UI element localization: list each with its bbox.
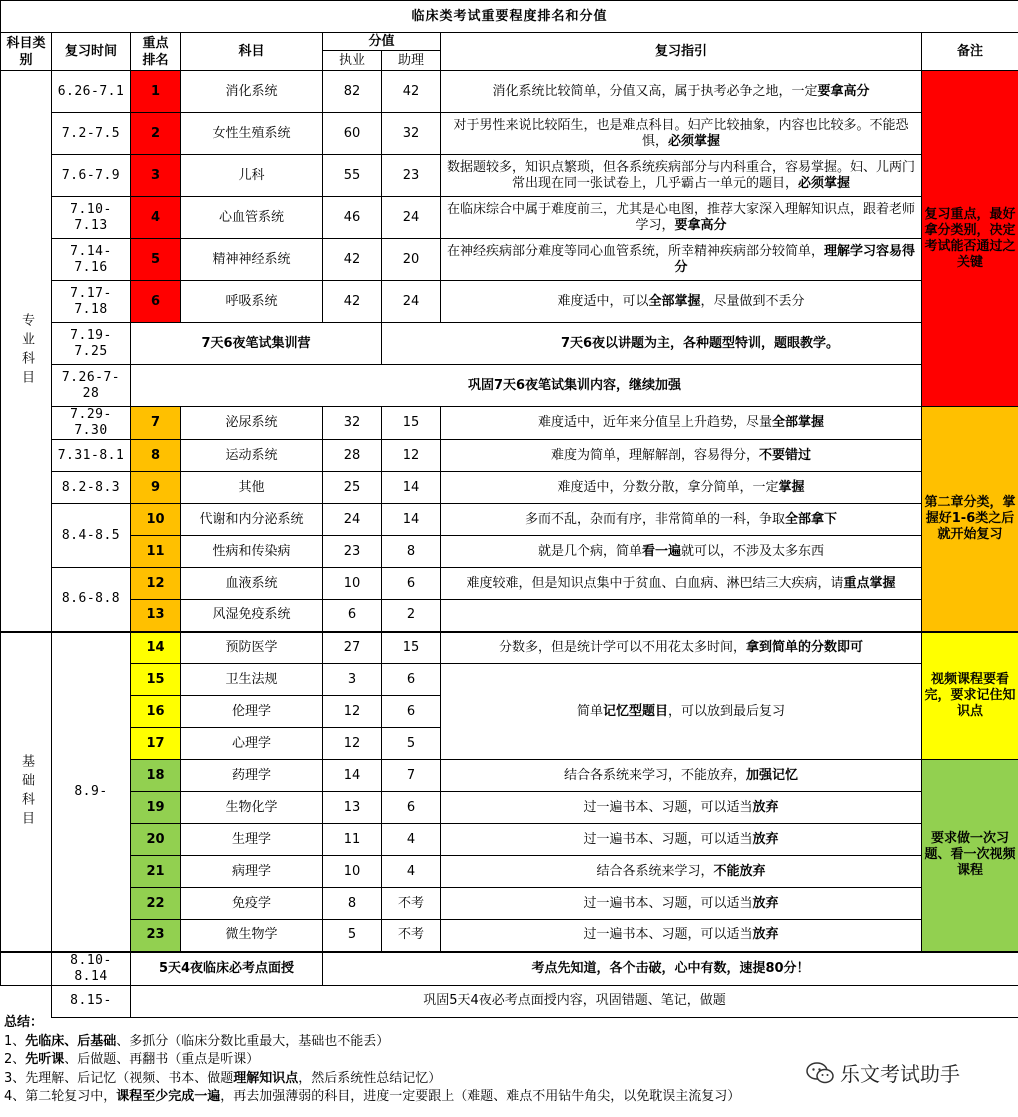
wechat-icon <box>806 1062 834 1084</box>
subject-row <box>1 197 1018 239</box>
rank-cell: 21 <box>131 856 181 888</box>
subject-cell: 运动系统 <box>181 440 323 472</box>
score-zhiye-cell: 55 <box>323 155 382 197</box>
guide-cell <box>441 600 922 632</box>
score-zhiye-cell: 23 <box>323 536 382 568</box>
subject-row <box>1 920 1018 952</box>
score-zhiye-cell: 32 <box>323 407 382 440</box>
rank-cell: 3 <box>131 155 181 197</box>
watermark <box>806 1058 960 1087</box>
emphasis-text: 不要错过 <box>759 447 812 463</box>
subject-row <box>1 664 1018 696</box>
rank-cell: 20 <box>131 824 181 856</box>
subject-row <box>1 824 1018 856</box>
score-zhiye-cell: 14 <box>323 760 382 792</box>
subject-row <box>1 632 1018 664</box>
rank-cell: 7 <box>131 407 181 440</box>
guide-cell <box>441 197 922 239</box>
score-zhuli-cell: 2 <box>382 600 441 632</box>
period-cell: 7.19-7.25 <box>52 323 131 365</box>
emphasis-text: 先听课 <box>25 1052 65 1067</box>
text-run: 难度适中，可以 <box>557 293 649 309</box>
summary-line <box>4 1033 1014 1052</box>
emphasis-text: 加强记忆 <box>746 767 799 783</box>
emphasis-text: 放弃 <box>752 831 779 847</box>
period-cell: 6.26-7.1 <box>52 71 131 113</box>
subject-cell: 消化系统 <box>181 71 323 113</box>
camp-desc: 考点先知道，各个击破，心中有数，速提80分！ <box>323 952 1018 986</box>
score-zhuli-cell: 23 <box>382 155 441 197</box>
score-zhuli-cell: 32 <box>382 113 441 155</box>
subject-row <box>1 472 1018 504</box>
emphasis-text: 先临床、后基础 <box>25 1033 117 1049</box>
rank-cell: 2 <box>131 113 181 155</box>
score-zhiye-cell: 8 <box>323 888 382 920</box>
guide-cell <box>441 239 922 281</box>
note-red: 复习重点，最好拿分类别，决定考试能否通过之关键 <box>922 71 1018 407</box>
score-zhuli-cell: 不考 <box>382 920 441 952</box>
subject-cell: 代谢和内分泌系统 <box>181 504 323 536</box>
score-zhiye-cell: 42 <box>323 239 382 281</box>
guide-cell <box>441 920 922 952</box>
emphasis-text: 全部掌握 <box>772 415 825 430</box>
rank-cell: 6 <box>131 281 181 323</box>
watermark-text: 乐文考试助手 <box>840 1062 960 1086</box>
subject-row <box>1 792 1018 824</box>
period-cell: 8.2-8.3 <box>52 472 131 504</box>
rank-cell: 17 <box>131 728 181 760</box>
guide-cell <box>441 760 922 792</box>
emphasis-text: 理解学习容易得分 <box>674 243 916 275</box>
subject-row <box>1 407 1018 440</box>
emphasis-text: 放弃 <box>752 895 779 911</box>
header-guide: 复习指引 <box>441 33 922 71</box>
subject-cell: 病理学 <box>181 856 323 888</box>
score-zhiye-cell: 60 <box>323 113 382 155</box>
subject-row <box>1 760 1018 792</box>
score-zhuli-cell: 6 <box>382 568 441 600</box>
subject-cell: 心理学 <box>181 728 323 760</box>
text-run: 数据题较多，知识点繁琐，但各系统疾病部分与内科重合，容易掌握。妇、儿两门常出现在同一张试卷上，几乎霸占一单元的题目， <box>446 159 915 191</box>
emphasis-text: 放弃 <box>752 927 779 943</box>
subject-cell: 儿科 <box>181 155 323 197</box>
score-zhiye-cell: 28 <box>323 440 382 472</box>
guide-cell <box>441 792 922 824</box>
category-professional: 专业科目 <box>1 71 52 632</box>
score-zhuli-cell: 12 <box>382 440 441 472</box>
emphasis-text: 全部拿下 <box>785 511 838 527</box>
text-run: ，尽量做到不丢分 <box>700 293 805 309</box>
period-cell: 7.17-7.18 <box>52 281 131 323</box>
score-zhiye-cell: 46 <box>323 197 382 239</box>
subject-row <box>1 71 1018 113</box>
text-run: 消化系统比较简单，分值又高，属于执考必争之地，一定 <box>492 83 818 99</box>
emphasis-text: 必须掌握 <box>798 175 851 191</box>
score-zhiye-cell: 3 <box>323 664 382 696</box>
score-zhuli-cell: 24 <box>382 197 441 239</box>
period-cell: 7.2-7.5 <box>52 113 131 155</box>
score-zhuli-cell: 42 <box>382 71 441 113</box>
subject-cell: 其他 <box>181 472 323 504</box>
text-run: 在临床综合中属于难度前三，尤其是心电图，推荐大家深入理解知识点，跟着老师学习， <box>446 201 915 233</box>
subject-cell: 女性生殖系统 <box>181 113 323 155</box>
text-run: 过一遍书本、习题，可以适当 <box>583 895 753 911</box>
period-cell: 8.4-8.5 <box>52 504 131 568</box>
emphasis-text: 要拿高分 <box>674 217 727 233</box>
emphasis-text: 全部掌握 <box>648 293 701 309</box>
header-period: 复习时间 <box>52 33 131 71</box>
text-run: 就是几个病，简单 <box>537 543 642 559</box>
score-zhiye-cell: 10 <box>323 568 382 600</box>
text-run: 难度较难，但是知识点集中于贫血、白血病、淋巴结三大疾病，请 <box>466 575 844 591</box>
score-zhiye-cell: 12 <box>323 696 382 728</box>
guide-cell <box>441 155 922 197</box>
score-zhuli-cell: 6 <box>382 696 441 728</box>
emphasis-text: 理解知识点 <box>233 1070 299 1086</box>
camp-row <box>1 323 1018 365</box>
rank-cell: 1 <box>131 71 181 113</box>
rank-cell: 22 <box>131 888 181 920</box>
emphasis-text: 课程至少完成一遍 <box>116 1089 221 1104</box>
period-cell: 8.15- <box>52 985 131 1017</box>
camp-desc: 巩固5天4夜必考点面授内容，巩固错题、笔记，做题 <box>131 985 1018 1017</box>
subject-row <box>1 155 1018 197</box>
period-cell: 8.6-8.8 <box>52 568 131 632</box>
guide-cell <box>441 824 922 856</box>
score-zhuli-cell: 4 <box>382 856 441 888</box>
text-run: 难度适中，分数分散，拿分简单，一定 <box>557 479 779 495</box>
guide-cell <box>441 664 922 760</box>
sheet-title: 临床类考试重要程度排名和分值 <box>1 1 1018 33</box>
score-zhuli-cell: 5 <box>382 728 441 760</box>
score-zhuli-cell: 14 <box>382 504 441 536</box>
camp-row <box>1 952 1018 986</box>
score-zhiye-cell: 82 <box>323 71 382 113</box>
emphasis-text: 拿到简单的分数即可 <box>746 639 864 655</box>
rank-cell: 13 <box>131 600 181 632</box>
subject-cell: 卫生法规 <box>181 664 323 696</box>
subject-row <box>1 856 1018 888</box>
subject-row <box>1 113 1018 155</box>
guide-cell <box>441 113 922 155</box>
subject-row <box>1 440 1018 472</box>
camp-row <box>1 365 1018 407</box>
subject-cell: 风湿免疫系统 <box>181 600 323 632</box>
header-subject: 科目 <box>181 33 323 71</box>
text-run: ，然后系统性总结记忆） <box>298 1070 442 1086</box>
summary-line <box>4 1088 1014 1107</box>
empty-cell <box>1 985 52 1017</box>
note-yellow: 视频课程要看完，要求记住知识点 <box>922 632 1018 760</box>
subject-row <box>1 504 1018 536</box>
subject-row <box>1 239 1018 281</box>
score-zhuli-cell: 6 <box>382 664 441 696</box>
category-basic: 基础科目 <box>1 632 52 952</box>
score-zhuli-cell: 24 <box>382 281 441 323</box>
guide-cell <box>441 71 922 113</box>
subject-cell: 药理学 <box>181 760 323 792</box>
text-run: 在神经疾病部分难度等同心血管系统，所幸精神疾病部分较简单， <box>446 243 824 259</box>
text-run: 多而不乱，杂而有序，非常简单的一科，争取 <box>524 511 785 527</box>
rank-cell: 23 <box>131 920 181 952</box>
summary-heading: 总结： <box>4 1015 44 1030</box>
guide-cell <box>441 407 922 440</box>
score-zhuli-cell: 不考 <box>382 888 441 920</box>
score-zhiye-cell: 6 <box>323 600 382 632</box>
note-green: 要求做一次习题、看一次视频课程 <box>922 760 1018 952</box>
rank-cell: 8 <box>131 440 181 472</box>
emphasis-text: 重点掌握 <box>843 575 896 591</box>
text-run: 结合各系统来学习， <box>596 863 714 879</box>
text-run: ，再去加强薄弱的科目，进度一定要跟上（难题、难点不用钻牛角尖，以免耽误主流复习） <box>220 1089 741 1104</box>
emphasis-text: 要拿高分 <box>817 83 870 99</box>
subject-cell: 免疫学 <box>181 888 323 920</box>
guide-cell <box>441 632 922 664</box>
text-run: 、后做题、再翻书（重点是听课） <box>64 1052 260 1067</box>
subject-cell: 生物化学 <box>181 792 323 824</box>
rank-cell: 5 <box>131 239 181 281</box>
subject-row <box>1 281 1018 323</box>
subject-cell: 微生物学 <box>181 920 323 952</box>
score-zhiye-cell: 25 <box>323 472 382 504</box>
subject-cell: 心血管系统 <box>181 197 323 239</box>
guide-cell <box>441 504 922 536</box>
guide-cell <box>441 536 922 568</box>
text-run: 过一遍书本、习题，可以适当 <box>583 831 753 847</box>
subject-cell: 伦理学 <box>181 696 323 728</box>
score-zhuli-cell: 8 <box>382 536 441 568</box>
text-run: 过一遍书本、习题，可以适当 <box>583 799 753 815</box>
empty-cell <box>1 952 52 986</box>
subject-cell: 预防医学 <box>181 632 323 664</box>
emphasis-text: 不能放弃 <box>713 863 766 879</box>
score-zhiye-cell: 12 <box>323 728 382 760</box>
score-zhuli-cell: 15 <box>382 407 441 440</box>
rank-cell: 15 <box>131 664 181 696</box>
rank-cell: 10 <box>131 504 181 536</box>
rank-cell: 9 <box>131 472 181 504</box>
header-score: 分值 <box>323 33 441 51</box>
camp-desc: 7天6夜以讲题为主，各种题型特训，题眼教学。 <box>382 323 1018 365</box>
text-run: 就可以，不涉及太多东西 <box>681 543 825 559</box>
rank-cell: 19 <box>131 792 181 824</box>
score-zhiye-cell: 27 <box>323 632 382 664</box>
subject-row <box>1 568 1018 600</box>
text-run: ，可以放到最后复习 <box>668 703 786 719</box>
score-zhiye-cell: 10 <box>323 856 382 888</box>
header-rank: 重点排名 <box>131 33 181 71</box>
guide-cell <box>441 440 922 472</box>
header-score-zhuli: 助理 <box>382 51 441 71</box>
emphasis-text: 记忆型题目 <box>602 703 668 719</box>
text-run: 2、 <box>4 1052 26 1067</box>
text-run: 难度为简单，理解解剖，容易得分， <box>550 447 759 463</box>
subject-row <box>1 888 1018 920</box>
text-run: 、多抓分（临床分数比重最大，基础也不能丢） <box>116 1033 390 1049</box>
guide-cell <box>441 856 922 888</box>
text-run: 1、 <box>4 1033 26 1049</box>
text-run: 分数多，但是统计学可以不用花太多时间， <box>498 639 746 655</box>
score-zhuli-cell: 15 <box>382 632 441 664</box>
subject-cell: 泌尿系统 <box>181 407 323 440</box>
subject-cell: 精神神经系统 <box>181 239 323 281</box>
header-note: 备注 <box>922 33 1018 71</box>
subject-cell: 血液系统 <box>181 568 323 600</box>
guide-cell <box>441 472 922 504</box>
period-cell: 7.14-7.16 <box>52 239 131 281</box>
period-cell: 8.9- <box>52 632 131 952</box>
text-run: 过一遍书本、习题，可以适当 <box>583 927 753 943</box>
score-zhiye-cell: 42 <box>323 281 382 323</box>
camp-name: 5天4夜临床必考点面授 <box>131 952 323 986</box>
period-cell: 7.29-7.30 <box>52 407 131 440</box>
text-run: 结合各系统来学习，不能放弃， <box>563 767 746 783</box>
rank-cell: 14 <box>131 632 181 664</box>
rank-cell: 4 <box>131 197 181 239</box>
subject-row <box>1 600 1018 632</box>
emphasis-text: 掌握 <box>778 479 805 495</box>
text-run: 3、先理解、后记忆（视频、书本、做题 <box>4 1070 234 1086</box>
guide-cell <box>441 888 922 920</box>
text-run: 对于男性来说比较陌生，也是难点科目。妇产比较抽象，内容也比较多。不能恐惧， <box>453 117 909 149</box>
score-zhiye-cell: 11 <box>323 824 382 856</box>
score-zhuli-cell: 4 <box>382 824 441 856</box>
period-cell: 7.10-7.13 <box>52 197 131 239</box>
camp-name: 7天6夜笔试集训营 <box>131 323 382 365</box>
guide-cell <box>441 281 922 323</box>
emphasis-text: 必须掌握 <box>668 133 721 149</box>
score-zhiye-cell: 5 <box>323 920 382 952</box>
period-cell: 7.6-7.9 <box>52 155 131 197</box>
rank-cell: 11 <box>131 536 181 568</box>
emphasis-text: 放弃 <box>752 799 779 815</box>
text-run: 难度适中，近年来分值呈上升趋势，尽量 <box>537 415 772 430</box>
subject-cell: 性病和传染病 <box>181 536 323 568</box>
rank-cell: 12 <box>131 568 181 600</box>
score-zhuli-cell: 7 <box>382 760 441 792</box>
period-cell: 7.31-8.1 <box>52 440 131 472</box>
text-run: 简单 <box>576 703 603 719</box>
camp-desc: 巩固7天6夜笔试集训内容，继续加强 <box>131 365 1018 407</box>
header-category: 科目类别 <box>1 33 52 71</box>
subject-cell: 呼吸系统 <box>181 281 323 323</box>
header-score-zhiye: 执业 <box>323 51 382 71</box>
rank-cell: 16 <box>131 696 181 728</box>
camp-row <box>1 985 1018 1017</box>
guide-cell <box>441 568 922 600</box>
score-zhuli-cell: 14 <box>382 472 441 504</box>
score-zhuli-cell: 20 <box>382 239 441 281</box>
subject-cell: 生理学 <box>181 824 323 856</box>
emphasis-text: 看一遍 <box>641 543 681 559</box>
score-zhuli-cell: 6 <box>382 792 441 824</box>
note-orange: 第二章分类，掌握好1-6类之后就开始复习 <box>922 407 1018 632</box>
subject-row <box>1 536 1018 568</box>
rank-cell: 18 <box>131 760 181 792</box>
text-run: 4、第二轮复习中， <box>4 1089 117 1104</box>
score-zhiye-cell: 24 <box>323 504 382 536</box>
period-cell: 7.26-7-28 <box>52 365 131 407</box>
score-zhiye-cell: 13 <box>323 792 382 824</box>
period-cell: 8.10-8.14 <box>52 952 131 986</box>
